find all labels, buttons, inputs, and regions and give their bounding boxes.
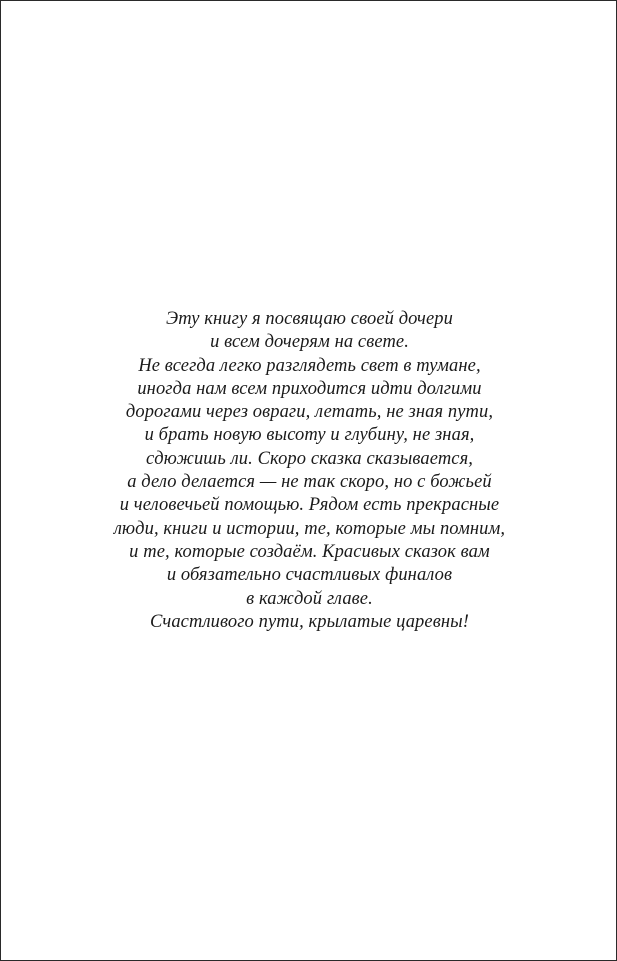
dedication-line: и человечьей помощью. Рядом есть прекрасные [119,495,500,516]
dedication-line: люди, книги и истории, те, которые мы помним, [113,518,506,539]
dedication-closing-line: Счастливого пути, крылатые царевны! [149,611,470,632]
dedication-line: в каждой главе. [246,588,373,609]
dedication-line: дорогами через овраги, летать, не зная пути, [125,402,494,423]
dedication-text [1,308,617,634]
dedication-line: и обязательно счастливых финалов [166,565,453,586]
dedication-line: Не всегда легко разглядеть свет в тумане, [138,355,481,376]
dedication-line: иногда нам всем приходится идти долгими [137,378,482,399]
dedication-line: Эту книгу я посвящаю своей дочери [166,309,453,329]
dedication-line: и те, которые создаём. Красивых сказок вам [129,541,490,562]
dedication-line: и брать новую высоту и глубину, не зная, [144,425,475,446]
dedication-line: и всем дочерям на свете. [210,332,409,353]
dedication-line: сдюжишь ли. Скоро сказка сказывается, [145,448,474,469]
dedication-line: а дело делается — не так скоро, но с божьей [127,472,492,493]
